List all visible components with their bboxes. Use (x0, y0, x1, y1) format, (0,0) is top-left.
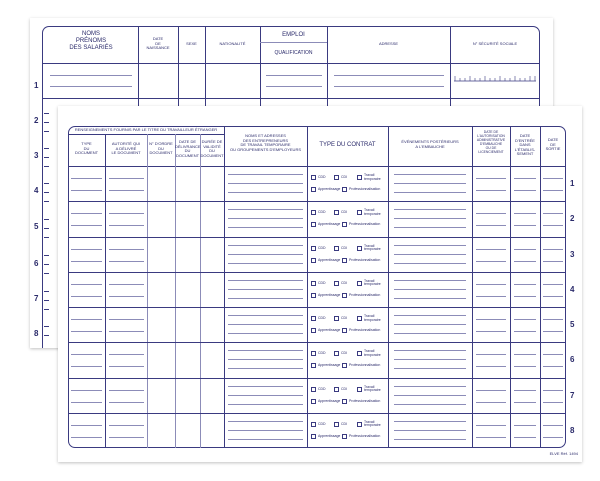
front-header-date-delivrance: DATE DE DÉLIVRANCE DU DOCUMENT (175, 139, 201, 158)
apprentissage-label: Apprentissage (318, 187, 341, 191)
cdi-checkbox[interactable] (334, 281, 339, 286)
cdd-checkbox[interactable] (311, 210, 316, 215)
back-row-number-6: 6 (34, 259, 39, 268)
back-row-number-4: 4 (34, 186, 39, 195)
front-header-date-autorisation: DATE DE L'AUTORISATION ADMINISTRATIVE D'EMBAUCHE OU DE LICENCIEMENT (476, 130, 506, 154)
front-header-entrepreneurs: NOMS ET ADRESSES DES ENTREPRENEURS DE TRAVAIL TEMPORAIRE OU GROUPEMENTS D'EMPLOYEURS (230, 133, 301, 152)
professionnalisation-checkbox[interactable] (342, 258, 347, 263)
front-header-date-sortie: DATE DE SORTIE (545, 137, 561, 152)
cdd-label: CDD (318, 245, 326, 250)
cdi-checkbox[interactable] (334, 246, 339, 251)
travail-temporaire-checkbox[interactable] (357, 175, 362, 180)
cdd-label: CDD (318, 175, 326, 179)
travail-temporaire-label: Travail temporaire (364, 349, 381, 357)
front-header-duree-validite: DURÉE DE VALIDITÉ DU DOCUMENT (200, 139, 224, 158)
professionnalisation-checkbox[interactable] (342, 293, 347, 298)
front-header-numero-ordre: N° D'ORDRE DU DOCUMENT (149, 141, 173, 156)
back-header-sexe: SEXE (186, 41, 197, 46)
cdd-checkbox[interactable] (311, 351, 316, 356)
travail-temporaire-checkbox[interactable] (357, 422, 362, 427)
professionnalisation-label: Professionnalisation (349, 363, 381, 368)
travail-temporaire-checkbox[interactable] (357, 281, 362, 286)
apprentissage-checkbox[interactable] (311, 328, 316, 333)
professionnalisation-checkbox[interactable] (342, 363, 347, 368)
apprentissage-label: Apprentissage (318, 292, 341, 297)
cdd-label: CDD (318, 316, 326, 320)
front-header-type-document: TYPE DU DOCUMENT (74, 141, 99, 156)
professionnalisation-label: Professionnalisation (349, 222, 381, 227)
cdi-label: CDI (341, 316, 348, 320)
front-row-number-2: 2 (570, 214, 575, 224)
back-row-number-1: 1 (34, 81, 39, 90)
cdi-label: CDI (341, 245, 348, 250)
professionnalisation-checkbox[interactable] (342, 187, 347, 192)
travail-temporaire-checkbox[interactable] (357, 316, 362, 321)
travail-temporaire-label: Travail temporaire (364, 384, 381, 392)
front-header-evenements: ÉVÉNEMENTS POSTÉRIEURS A L'EMBAUCHE (401, 139, 459, 149)
back-header-noms: NOMS PRÉNOMS DES SALARIÉS (69, 31, 113, 51)
apprentissage-checkbox[interactable] (311, 293, 316, 298)
apprentissage-checkbox[interactable] (311, 222, 316, 227)
cdi-label: CDI (341, 175, 348, 179)
front-header-type-contrat: TYPE DU CONTRAT (319, 142, 376, 148)
cdi-checkbox[interactable] (334, 351, 339, 356)
apprentissage-label: Apprentissage (318, 257, 341, 262)
travail-temporaire-label: Travail temporaire (364, 278, 381, 287)
professionnalisation-checkbox[interactable] (342, 328, 347, 333)
apprentissage-label: Apprentissage (318, 222, 341, 227)
travail-temporaire-checkbox[interactable] (357, 351, 362, 356)
back-header-date-naissance: DATE DE NAISSANCE (146, 36, 170, 51)
travail-temporaire-label: Travail temporaire (364, 243, 381, 251)
cdd-checkbox[interactable] (311, 281, 316, 286)
front-header-renseignements: RENSEIGNEMENTS FOURNIS PAR LE TITRE DU TRAVAILLEUR ÉTRANGER (74, 127, 218, 132)
professionnalisation-label: Professionnalisation (349, 433, 381, 438)
apprentissage-checkbox[interactable] (311, 187, 316, 192)
travail-temporaire-label: Travail temporaire (364, 208, 381, 216)
cdi-checkbox[interactable] (334, 210, 339, 215)
professionnalisation-label: Professionnalisation (349, 187, 381, 191)
professionnalisation-label: Professionnalisation (349, 257, 381, 262)
apprentissage-label: Apprentissage (318, 433, 341, 438)
apprentissage-checkbox[interactable] (311, 399, 316, 404)
professionnalisation-checkbox[interactable] (342, 399, 347, 404)
cdd-label: CDD (318, 386, 326, 391)
cdd-label: CDD (318, 351, 326, 356)
cdi-label: CDI (341, 351, 348, 356)
cdd-checkbox[interactable] (311, 246, 316, 251)
apprentissage-label: Apprentissage (318, 328, 341, 332)
social-security-number-scale (454, 74, 536, 82)
cdi-label: CDI (341, 421, 348, 426)
cdd-checkbox[interactable] (311, 175, 316, 180)
front-row-number-7: 7 (570, 390, 575, 400)
professionnalisation-label: Professionnalisation (349, 328, 381, 332)
travail-temporaire-label: Travail temporaire (364, 314, 381, 322)
travail-temporaire-label: Travail temporaire (364, 419, 381, 428)
apprentissage-label: Apprentissage (318, 398, 341, 403)
cdi-checkbox[interactable] (334, 316, 339, 321)
cdi-checkbox[interactable] (334, 422, 339, 427)
front-row-number-4: 4 (570, 284, 575, 294)
back-header-nationalite: NATIONALITÉ (219, 41, 246, 46)
back-header-adresse: ADRESSE (378, 41, 399, 46)
front-footer-ref: ELVE Réf. 1494 (549, 451, 578, 456)
professionnalisation-checkbox[interactable] (342, 434, 347, 439)
front-header-date-entree: DATE D'ENTRÉE DANS L'ÉTABLIS- SEMENT (514, 133, 536, 157)
apprentissage-checkbox[interactable] (311, 363, 316, 368)
back-row-number-3: 3 (34, 151, 39, 160)
travail-temporaire-label: Travail temporaire (364, 173, 381, 181)
front-row-number-3: 3 (570, 249, 575, 259)
front-register-sheet (58, 106, 582, 462)
cdd-label: CDD (318, 210, 326, 215)
cdd-label: CDD (318, 421, 326, 426)
back-header-emploi: EMPLOI (282, 32, 305, 38)
back-row-number-7: 7 (34, 294, 39, 303)
front-row-number-8: 8 (570, 425, 575, 435)
cdi-checkbox[interactable] (334, 387, 339, 392)
cdi-label: CDI (341, 386, 348, 391)
cdd-checkbox[interactable] (311, 422, 316, 427)
professionnalisation-label: Professionnalisation (349, 398, 381, 403)
front-header-autorite: AUTORITÉ QUI A DÉLIVRÉ LE DOCUMENT (111, 141, 141, 156)
cdi-checkbox[interactable] (334, 175, 339, 180)
front-row-number-1: 1 (570, 179, 575, 188)
back-header-qualification: QUALIFICATION (274, 50, 313, 56)
apprentissage-checkbox[interactable] (311, 434, 316, 439)
travail-temporaire-checkbox[interactable] (357, 210, 362, 215)
front-row-number-6: 6 (570, 355, 575, 365)
cdd-checkbox[interactable] (311, 316, 316, 321)
apprentissage-label: Apprentissage (318, 363, 341, 368)
travail-temporaire-checkbox[interactable] (357, 387, 362, 392)
back-header-securite-sociale: N° SÉCURITÉ SOCIALE (472, 41, 518, 46)
back-row-number-5: 5 (34, 222, 39, 231)
apprentissage-checkbox[interactable] (311, 258, 316, 263)
back-row-number-2: 2 (34, 116, 39, 125)
cdi-label: CDI (341, 210, 348, 215)
professionnalisation-checkbox[interactable] (342, 222, 347, 227)
cdd-label: CDD (318, 280, 326, 285)
front-sheet-table-frame (68, 126, 566, 448)
back-row-number-8: 8 (34, 329, 39, 338)
travail-temporaire-checkbox[interactable] (357, 246, 362, 251)
front-row-number-5: 5 (570, 320, 575, 329)
professionnalisation-label: Professionnalisation (349, 292, 381, 297)
cdi-label: CDI (341, 280, 348, 285)
cdd-checkbox[interactable] (311, 387, 316, 392)
